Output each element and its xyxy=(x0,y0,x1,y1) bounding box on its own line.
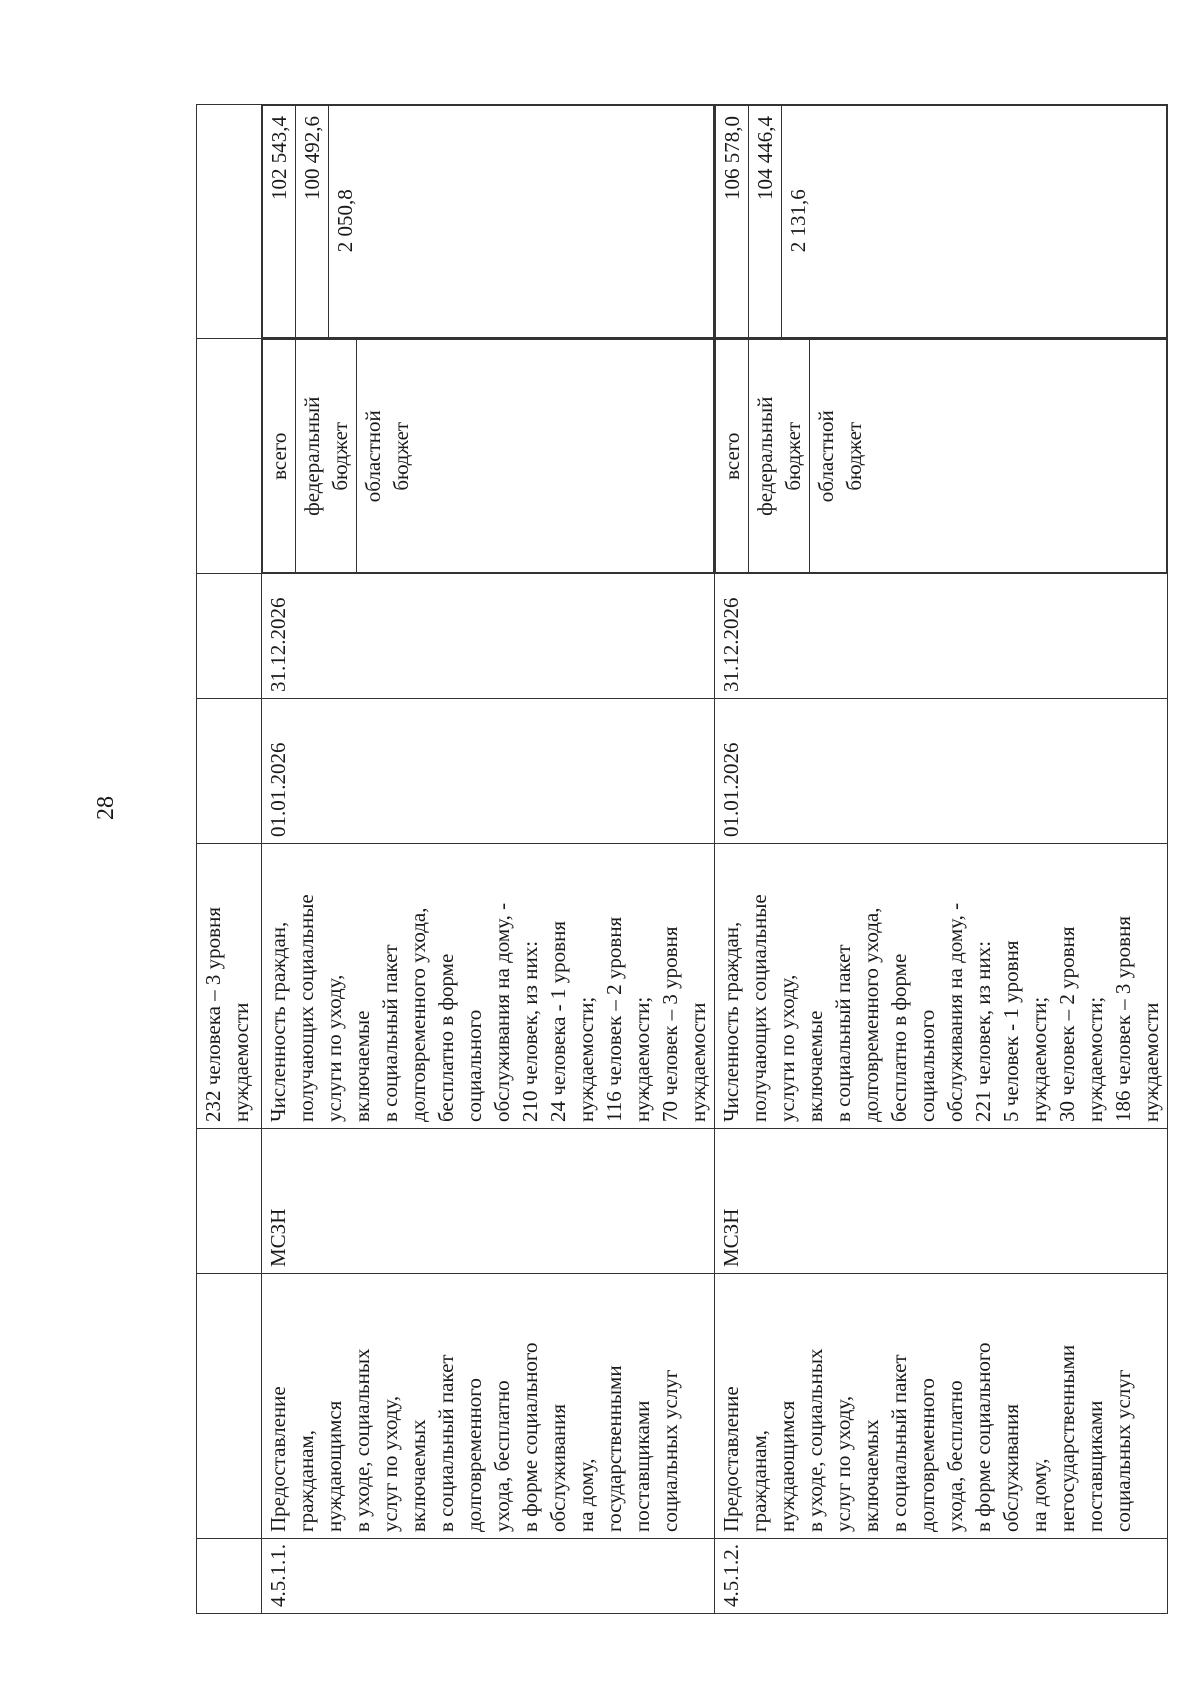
funding-source: федеральный бюджет xyxy=(749,340,810,573)
measure-executor: МСЗН xyxy=(262,1129,715,1274)
carryover-source-cell xyxy=(197,339,262,574)
carryover-code-cell xyxy=(197,1539,262,1614)
measure-name: Предоставление гражданам, нуждающимся в уходе, социальных услуг по уходу, включаемых в социальный пакет долговременного ухода, бесплатно в форме социального обслуживания на дому, негосударственными поставщиками социальных услуг xyxy=(715,1274,1168,1539)
measure-start-date: 01.01.2026 xyxy=(715,699,1168,844)
carryover-end-cell xyxy=(197,574,262,699)
measure-start-date: 01.01.2026 xyxy=(262,699,715,844)
measure-code: 4.5.1.1. xyxy=(262,1539,715,1614)
funding-amount: 104 446,4 xyxy=(749,106,782,339)
funding-source: федеральный бюджет xyxy=(296,340,357,573)
table-row xyxy=(262,105,715,1614)
funding-amount: 102 543,4 xyxy=(263,106,296,339)
funding-amount: 100 492,6 xyxy=(296,106,329,339)
measure-indicator: Численность граждан, получающих социальные услуги по уходу, включаемые в социальный пакет долговременного ухода, бесплатно в форме социального обслуживания на дому, - 221 человек, из них: 5 человек - 1 уровня нуждаемости; 30 человек – 2 уровня нуждаемости; 186 человек – 3 уровня нуждаемости xyxy=(715,844,1168,1129)
rotated-table-area xyxy=(196,104,1163,1614)
carryover-start-cell xyxy=(197,699,262,844)
funding-sources-cell xyxy=(262,339,715,574)
funding-sources-list xyxy=(715,340,1167,574)
page-number: 28 xyxy=(93,796,119,820)
funding-sources-cell xyxy=(715,339,1168,574)
funding-source: всего xyxy=(263,340,296,573)
carryover-row xyxy=(197,105,262,1614)
funding-source: всего xyxy=(716,340,749,573)
measure-end-date: 31.12.2026 xyxy=(715,574,1168,699)
funding-amount: 2 050,8 xyxy=(329,106,714,339)
funding-source: областной бюджет xyxy=(810,340,1167,573)
funding-amount: 106 578,0 xyxy=(716,106,749,339)
measure-code: 4.5.1.2. xyxy=(715,1539,1168,1614)
measure-end-date: 31.12.2026 xyxy=(262,574,715,699)
measure-name: Предоставление гражданам, нуждающимся в уходе, социальных услуг по уходу, включаемых в социальный пакет долговременного ухода, бесплатно в форме социального обслуживания на дому, государственными поставщиками социальных услуг xyxy=(262,1274,715,1539)
funding-amounts-cell xyxy=(262,105,715,340)
program-measures-table xyxy=(196,104,1168,1614)
measure-indicator: Численность граждан, получающих социальные услуги по уходу, включаемые в социальный пакет долговременного ухода, бесплатно в форме социального обслуживания на дому, - 210 человек, из них: 24 человека - 1 уровня нуждаемости; 116 человек – 2 уровня нуждаемости; 70 человек – 3 уровня нуждаемости xyxy=(262,844,715,1129)
carryover-executor-cell xyxy=(197,1129,262,1274)
funding-amount: 2 131,6 xyxy=(782,106,1167,339)
funding-amounts-list xyxy=(262,105,714,339)
measure-executor: МСЗН xyxy=(715,1129,1168,1274)
funding-amounts-cell xyxy=(715,105,1168,340)
funding-sources-list xyxy=(262,340,714,574)
table-row xyxy=(715,105,1168,1614)
carryover-indicator-text: 232 человека – 3 уровня нуждаемости xyxy=(197,844,262,1129)
funding-source: областной бюджет xyxy=(357,340,714,573)
carryover-name-cell xyxy=(197,1274,262,1539)
carryover-amount-cell xyxy=(197,105,262,340)
funding-amounts-list xyxy=(715,105,1167,339)
